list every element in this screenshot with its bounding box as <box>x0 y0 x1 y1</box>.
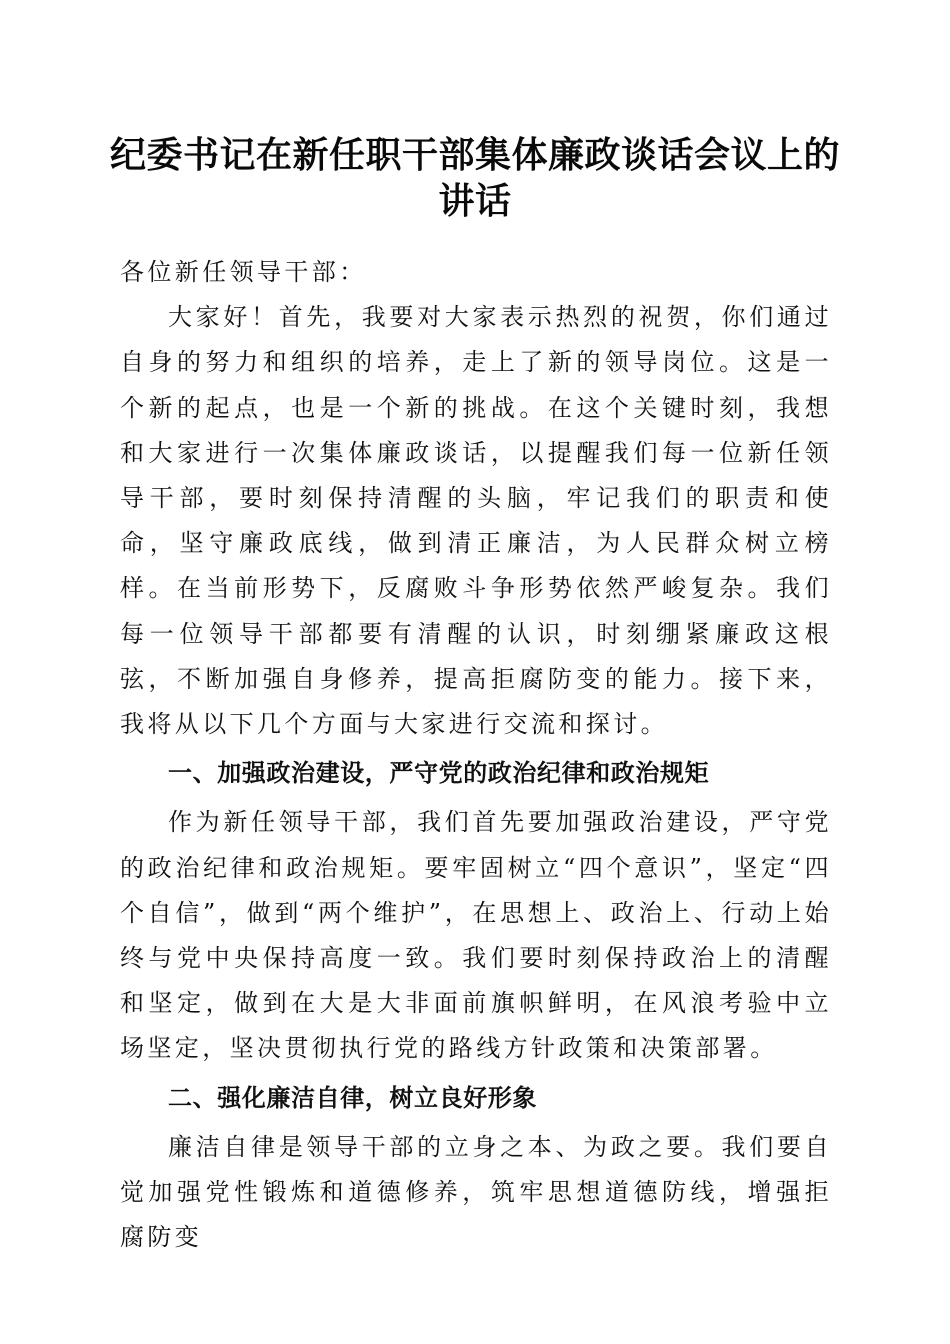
document-title: 纪委书记在新任职干部集体廉政谈话会议上的讲话 <box>109 134 840 222</box>
salutation: 各位新任领导干部： <box>120 258 367 286</box>
section-2-paragraph: 廉洁自律是领导干部的立身之本、为政之要。我们要自觉加强党性锻炼和道德修养，筑牢思想道德防线，增强拒腐防变 <box>120 1132 832 1252</box>
opening-paragraph: 大家好！首先，我要对大家表示热烈的祝贺，你们通过自身的努力和组织的培养，走上了新的领导岗位。这是一个新的起点，也是一个新的挑战。在这个关键时刻，我想和大家进行一次集体廉政谈话，以提醒我们每一位新任领导干部，要时刻保持清醒的头脑，牢记我们的职责和使命，坚守廉政底线，做到清正廉洁，为人民群众树立榜样。在当前形势下，反腐败斗争形势依然严峻复杂。我们每一位领导干部都要有清醒的认识，时刻绷紧廉政这根弦，不断加强自身修养，提高拒腐防变的能力。接下来，我将从以下几个方面与大家进行交流和探讨。 <box>120 303 832 739</box>
document-body <box>120 250 832 1260</box>
section-1-paragraph: 作为新任领导干部，我们首先要加强政治建设，严守党的政治纪律和政治规矩。要牢固树立“四个意识”，坚定“四个自信”，做到“两个维护”，在思想上、政治上、行动上始终与党中央保持高度一致。我们要时刻保持政治上的清醒和坚定，做到在大是大非面前旗帜鲜明，在风浪考验中立场坚定，坚决贯彻执行党的路线方针政策和决策部署。 <box>120 808 832 1063</box>
section-1-heading: 一、加强政治建设，严守党的政治纪律和政治规矩 <box>168 759 710 788</box>
section-2-heading: 二、强化廉洁自律，树立良好形象 <box>168 1083 537 1112</box>
